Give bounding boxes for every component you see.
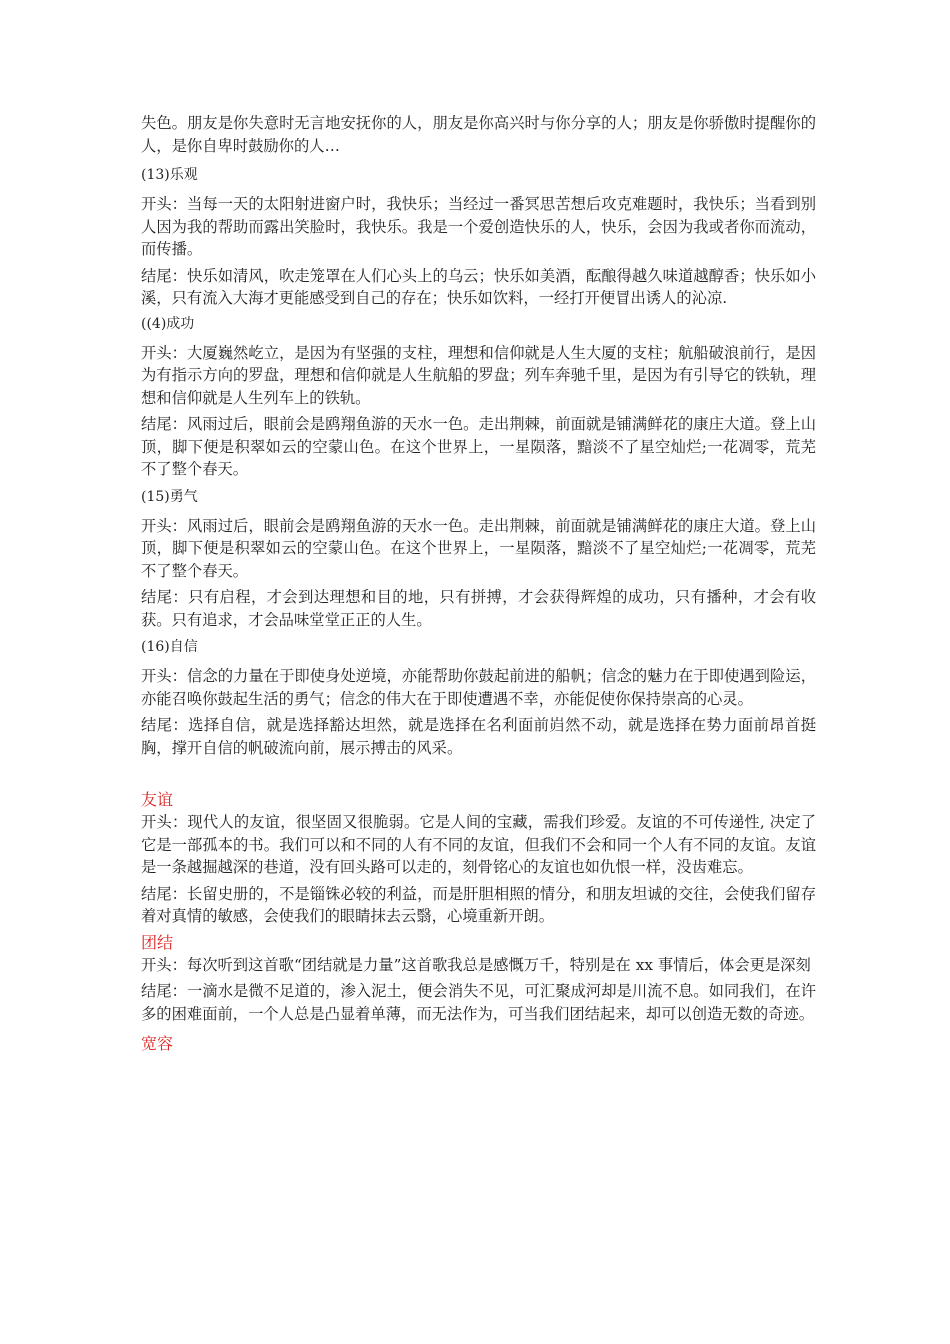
section-ending: 结尾：长留史册的，不是锱铢必较的利益，而是肝胆相照的情分，和朋友坦诚的交往，会使我们留存着对真情的敏感，会使我们的眼睛抹去云翳，心境重新开朗。 bbox=[141, 884, 816, 925]
topic-title: (16)自信 bbox=[141, 639, 198, 655]
topic-ending: 结尾：选择自信，就是选择豁达坦然，就是选择在名利面前岿然不动，就是选择在势力面前昂首挺胸，撑开自信的帆破流向前，展示搏击的风采。 bbox=[141, 716, 816, 757]
topic-title: ((4)成功 bbox=[141, 315, 195, 332]
topic-ending: 结尾：风雨过后，眼前会是鸥翔鱼游的天水一色。走出荆棘，前面就是铺满鲜花的康庄大道。登上山顶，脚下便是积翠如云的空蒙山色。在这个世界上，一星陨落，黯淡不了星空灿烂;一花凋零，荒芜不了整个春天。 bbox=[141, 415, 816, 478]
section-ending: 结尾：一滴水是微不足道的，渗入泥土，便会消失不见，可汇聚成河却是川流不息。如同我们，在许多的困难面前，一个人总是凸显着单薄，而无法作为，可当我们团结起来，却可以创造无数的奇迹。 bbox=[141, 982, 816, 1023]
topic-title: (15)勇气 bbox=[141, 488, 198, 505]
section-unity bbox=[141, 932, 816, 1026]
section-friendship bbox=[141, 789, 816, 928]
topic-opening: 开头：风雨过后，眼前会是鸥翔鱼游的天水一色。走出荆棘，前面就是铺满鲜花的康庄大道。登上山顶，脚下便是积翠如云的空蒙山色。在这个世界上，一星陨落，黯淡不了星空灿烂;一花凋零，荒芜不了整个春天。 bbox=[141, 516, 816, 580]
topic-ending: 结尾：快乐如清风，吹走笼罩在人们心头上的乌云；快乐如美酒，酝酿得越久味道越醇香；快乐如小溪，只有流入大海才更能感受到自己的存在；快乐如饮料，一经打开便冒出诱人的沁凉. bbox=[141, 266, 816, 307]
section-heading: 友谊 bbox=[141, 790, 174, 809]
topic-ending: 结尾：只有启程，才会到达理想和目的地，只有拼搏，才会获得辉煌的成功，只有播种，才会有收获。只有追求，才会品味堂堂正正的人生。 bbox=[141, 588, 816, 629]
section-opening: 开头：每次听到这首歌“团结就是力量”这首歌我总是感慨万千，特别是在 xx 事情后，体会更是深刻 bbox=[141, 955, 811, 974]
section-opening: 开头：现代人的友谊，很坚固又很脆弱。它是人间的宝藏，需我们珍爱。友谊的不可传递性, 决定了它是一部孤本的书。我们可以和不同的人有不同的友谊，但我们不会和同一个人有不同的友谊。友谊是一条越掘越深的巷道，没有回头路可以走的，刻骨铭心的友谊也如仇恨一样，没齿难忘。 bbox=[141, 813, 816, 876]
topic-opening: 开头：当每一天的太阳射进窗户时，我快乐；当经过一番冥思苦想后攻克难题时，我快乐；当看到别人因为我的帮助而露出笑脸时，我快乐。我是一个爱创造快乐的人，快乐，会因为我或者你而流动，而传播。 bbox=[141, 195, 816, 258]
topic-success bbox=[141, 314, 816, 481]
document-body bbox=[141, 112, 816, 1055]
intro-paragraph: 失色。朋友是你失意时无言地安抚你的人，朋友是你高兴时与你分享的人；朋友是你骄傲时提醒你的人，是你自卑时鼓励你的人… bbox=[141, 114, 816, 155]
topic-optimism bbox=[141, 165, 816, 310]
topic-opening: 开头：信念的力量在于即使身处逆境，亦能帮助你鼓起前进的船帆；信念的魅力在于即使遇到险运，亦能召唤你鼓起生活的勇气；信念的伟大在于即使遭遇不幸，亦能促使你保持崇高的心灵。 bbox=[141, 667, 816, 708]
topic-opening: 开头：大厦巍然屹立，是因为有坚强的支柱，理想和信仰就是人生大厦的支柱；航船破浪前行，是因为有指示方向的罗盘，理想和信仰就是人生航船的罗盘；列车奔驰千里，是因为有引导它的铁轨，理想和信仰就是人生列车上的铁轨。 bbox=[141, 343, 816, 407]
section-heading-tolerance: 宽容 bbox=[141, 1034, 174, 1053]
topic-title: (13)乐观 bbox=[141, 167, 198, 183]
topic-courage bbox=[141, 487, 816, 632]
section-heading: 团结 bbox=[141, 932, 174, 952]
section-spacer bbox=[141, 763, 816, 789]
topic-confidence bbox=[141, 637, 816, 759]
